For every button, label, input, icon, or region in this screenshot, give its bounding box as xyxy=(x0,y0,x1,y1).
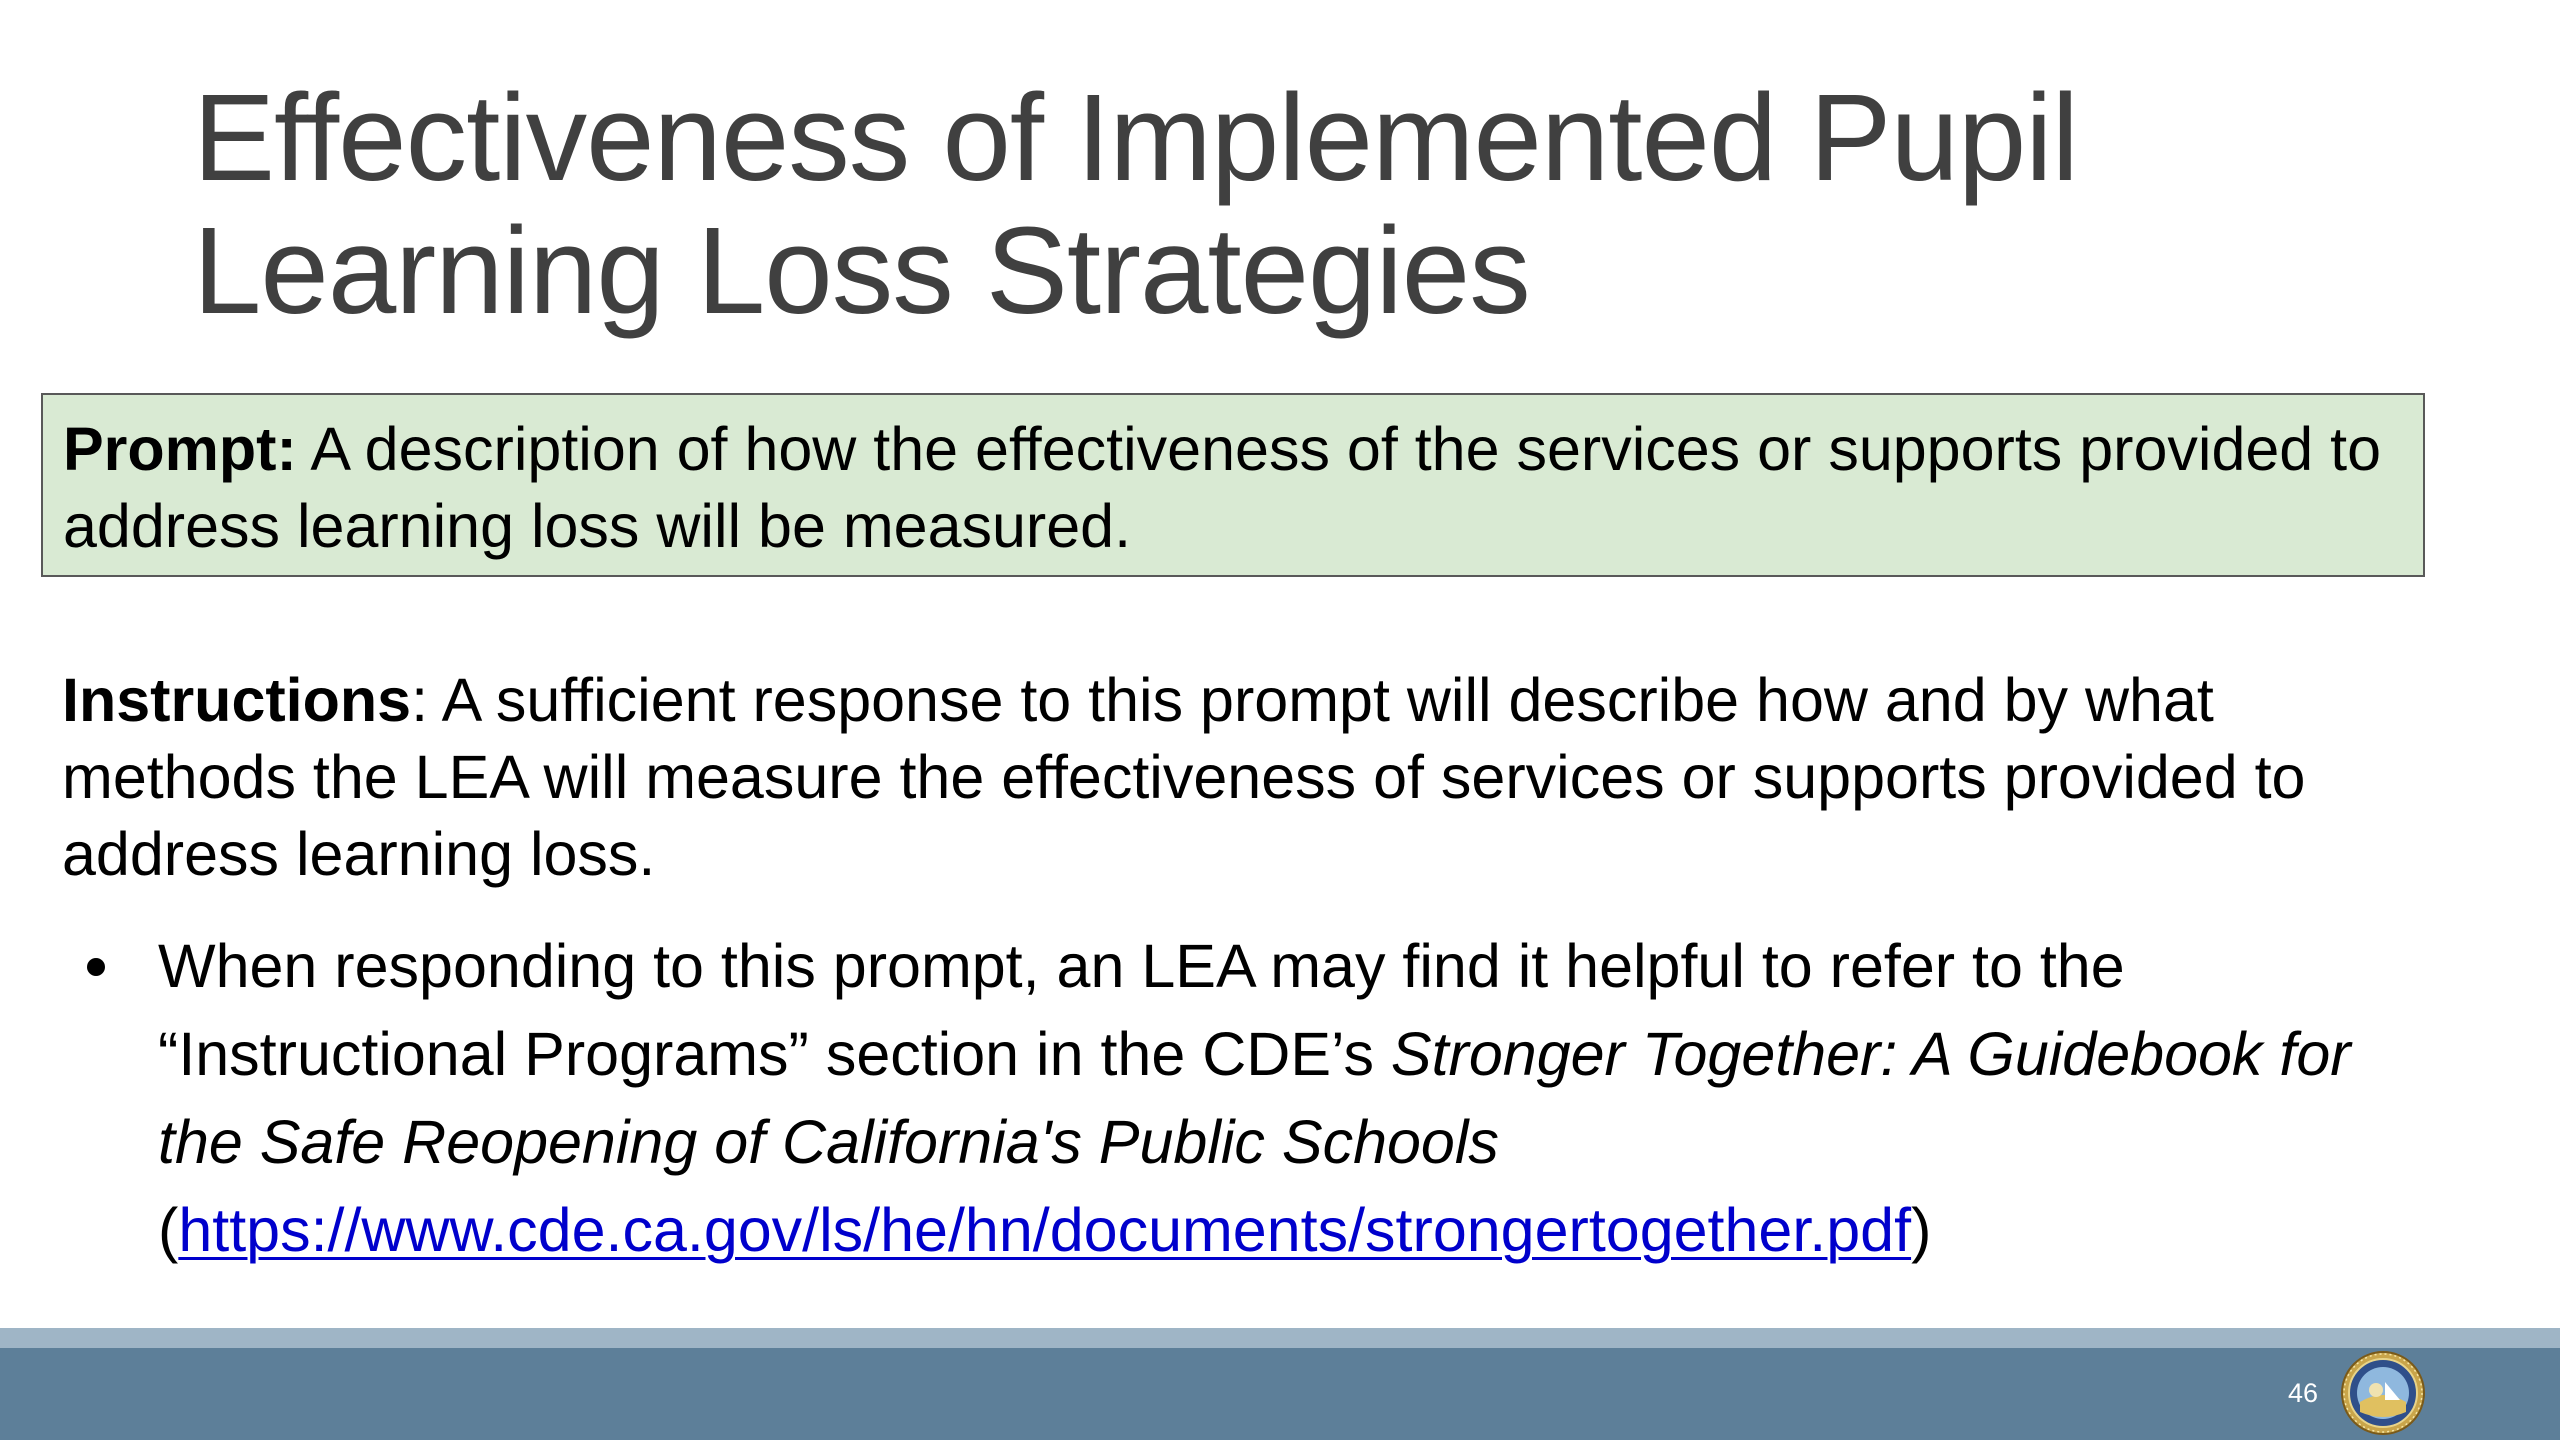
prompt-box xyxy=(41,393,2425,577)
instructions-paragraph xyxy=(62,662,2462,893)
slide-title-line-1: Effectiveness of Implemented Pupil xyxy=(193,70,2078,207)
page-number: 46 xyxy=(2287,1378,2318,1408)
slide-title-line-2: Learning Loss Strategies xyxy=(193,203,1530,340)
slide-title xyxy=(193,72,2393,338)
prompt-text: A description of how the effectiveness of the services or supports provided to address learning loss will be measured. xyxy=(63,415,2382,560)
guidebook-title: Stronger Together: A Guidebook for the Safe Reopening of California's Public Schools xyxy=(158,1020,2351,1176)
footer-band xyxy=(0,1348,2560,1440)
guidebook-link[interactable]: https://www.cde.ca.gov/ls/he/hn/documents/strongertogether.pdf xyxy=(178,1196,1912,1264)
prompt-label: Prompt: xyxy=(63,415,297,483)
bullet-text xyxy=(158,922,2442,1274)
footer-accent-band xyxy=(0,1328,2560,1348)
instructions-label: Instructions xyxy=(62,666,412,734)
paren-open: ( xyxy=(158,1196,179,1264)
paren-close: ) xyxy=(1911,1196,1932,1264)
bullet-item xyxy=(62,922,2442,1274)
bullet-text-intro: When responding to this prompt, an LEA may find it helpful to refer to the “Instructional Programs” section in the CDE’s xyxy=(158,932,2125,1088)
bullet-dot-icon xyxy=(87,958,105,976)
state-seal-icon xyxy=(2340,1350,2426,1436)
instructions-text: : A sufficient response to this prompt will describe how and by what methods the LEA will measure the effectiveness of services or supports provided to address learning loss. xyxy=(62,666,2306,888)
